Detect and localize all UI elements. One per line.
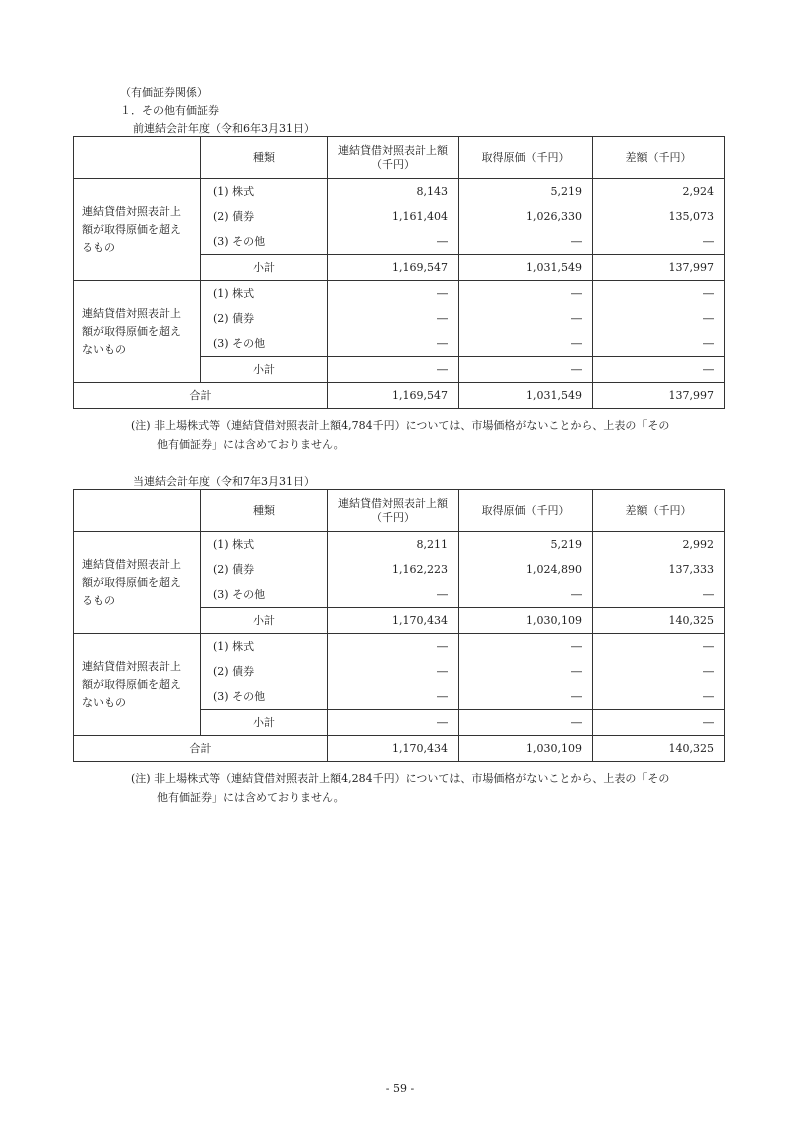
total-row (74, 383, 725, 409)
row-diff: 137,333 (593, 557, 725, 582)
total-diff: 140,325 (593, 736, 725, 762)
subtotal-cost: ― (459, 357, 593, 383)
row-diff: 2,924 (593, 179, 725, 205)
header-type: 種類 (201, 490, 328, 532)
subtotal-amount: ― (328, 710, 459, 736)
row-amount: 8,143 (328, 179, 459, 205)
table-row (74, 179, 725, 205)
row-cost: ― (459, 634, 593, 660)
subsection-title: １．その他有価証券 (120, 104, 219, 117)
table-header-row (74, 490, 725, 532)
subtotal-amount: 1,169,547 (328, 255, 459, 281)
row-diff: ― (593, 684, 725, 710)
row-cost: 5,219 (459, 179, 593, 205)
total-row (74, 736, 725, 762)
total-diff: 137,997 (593, 383, 725, 409)
row-item: (1) 株式 (201, 179, 328, 205)
header-empty (74, 490, 201, 532)
row-amount: 1,161,404 (328, 204, 459, 229)
row-item: (3) その他 (201, 331, 328, 357)
row-amount: ― (328, 659, 459, 684)
table-row (74, 281, 725, 307)
row-diff: ― (593, 331, 725, 357)
category-not-exceeds: 連結貸借対照表計上 額が取得原価を超え ないもの (74, 634, 201, 736)
row-cost: ― (459, 281, 593, 307)
row-amount: 8,211 (328, 532, 459, 558)
category-exceeds: 連結貸借対照表計上 額が取得原価を超え るもの (74, 179, 201, 281)
row-diff: ― (593, 229, 725, 255)
row-cost: 1,026,330 (459, 204, 593, 229)
category-not-exceeds: 連結貸借対照表計上 額が取得原価を超え ないもの (74, 281, 201, 383)
row-diff: ― (593, 582, 725, 608)
row-item: (2) 債券 (201, 557, 328, 582)
subtotal-amount: ― (328, 357, 459, 383)
category-exceeds: 連結貸借対照表計上 額が取得原価を超え るもの (74, 532, 201, 634)
subtotal-label: 小計 (201, 357, 328, 383)
table-row (74, 532, 725, 558)
subtotal-diff: ― (593, 357, 725, 383)
subtotal-cost: 1,030,109 (459, 608, 593, 634)
current-year-table (73, 489, 725, 762)
prior-year-note: (注) 非上場株式等（連結貸借対照表計上額4,784千円）については、市場価格がないことから、上表の「その 他有価証券」には含めておりません。 (131, 419, 670, 451)
row-amount: ― (328, 582, 459, 608)
subtotal-cost: ― (459, 710, 593, 736)
row-amount: ― (328, 281, 459, 307)
page-number: - 59 - (385, 1082, 415, 1095)
row-cost: 1,024,890 (459, 557, 593, 582)
row-cost: ― (459, 331, 593, 357)
row-cost: ― (459, 684, 593, 710)
row-diff: ― (593, 659, 725, 684)
row-item: (3) その他 (201, 582, 328, 608)
header-diff: 差額（千円） (593, 137, 725, 179)
row-amount: ― (328, 306, 459, 331)
total-label: 合計 (74, 736, 328, 762)
subtotal-label: 小計 (201, 255, 328, 281)
prior-year-caption: 前連結会計年度（令和6年3月31日） (133, 122, 315, 135)
subtotal-diff: 140,325 (593, 608, 725, 634)
header-cost: 取得原価（千円） (459, 490, 593, 532)
header-type: 種類 (201, 137, 328, 179)
row-diff: ― (593, 281, 725, 307)
row-cost: 5,219 (459, 532, 593, 558)
table-header-row (74, 137, 725, 179)
row-amount: ― (328, 634, 459, 660)
row-cost: ― (459, 582, 593, 608)
row-item: (3) その他 (201, 684, 328, 710)
subtotal-label: 小計 (201, 608, 328, 634)
row-diff: 2,992 (593, 532, 725, 558)
subtotal-diff: ― (593, 710, 725, 736)
header-cost: 取得原価（千円） (459, 137, 593, 179)
total-amount: 1,169,547 (328, 383, 459, 409)
prior-year-table (73, 136, 725, 409)
row-item: (3) その他 (201, 229, 328, 255)
row-amount: ― (328, 229, 459, 255)
row-item: (1) 株式 (201, 532, 328, 558)
header-amount: 連結貸借対照表計上額 （千円） (328, 137, 459, 179)
subtotal-label: 小計 (201, 710, 328, 736)
header-empty (74, 137, 201, 179)
row-amount: 1,162,223 (328, 557, 459, 582)
header-diff: 差額（千円） (593, 490, 725, 532)
row-item: (2) 債券 (201, 204, 328, 229)
row-item: (1) 株式 (201, 281, 328, 307)
row-cost: ― (459, 229, 593, 255)
row-amount: ― (328, 331, 459, 357)
row-cost: ― (459, 306, 593, 331)
row-item: (2) 債券 (201, 659, 328, 684)
current-year-note: (注) 非上場株式等（連結貸借対照表計上額4,284千円）については、市場価格がないことから、上表の「その 他有価証券」には含めておりません。 (131, 772, 670, 804)
subtotal-cost: 1,031,549 (459, 255, 593, 281)
row-item: (1) 株式 (201, 634, 328, 660)
row-diff: 135,073 (593, 204, 725, 229)
total-amount: 1,170,434 (328, 736, 459, 762)
row-cost: ― (459, 659, 593, 684)
table-row (74, 634, 725, 660)
header-amount: 連結貸借対照表計上額 （千円） (328, 490, 459, 532)
subtotal-amount: 1,170,434 (328, 608, 459, 634)
section-title: （有価証券関係） (120, 86, 208, 99)
total-cost: 1,031,549 (459, 383, 593, 409)
total-label: 合計 (74, 383, 328, 409)
row-item: (2) 債券 (201, 306, 328, 331)
subtotal-diff: 137,997 (593, 255, 725, 281)
total-cost: 1,030,109 (459, 736, 593, 762)
row-amount: ― (328, 684, 459, 710)
row-diff: ― (593, 634, 725, 660)
current-year-caption: 当連結会計年度（令和7年3月31日） (133, 475, 315, 488)
row-diff: ― (593, 306, 725, 331)
